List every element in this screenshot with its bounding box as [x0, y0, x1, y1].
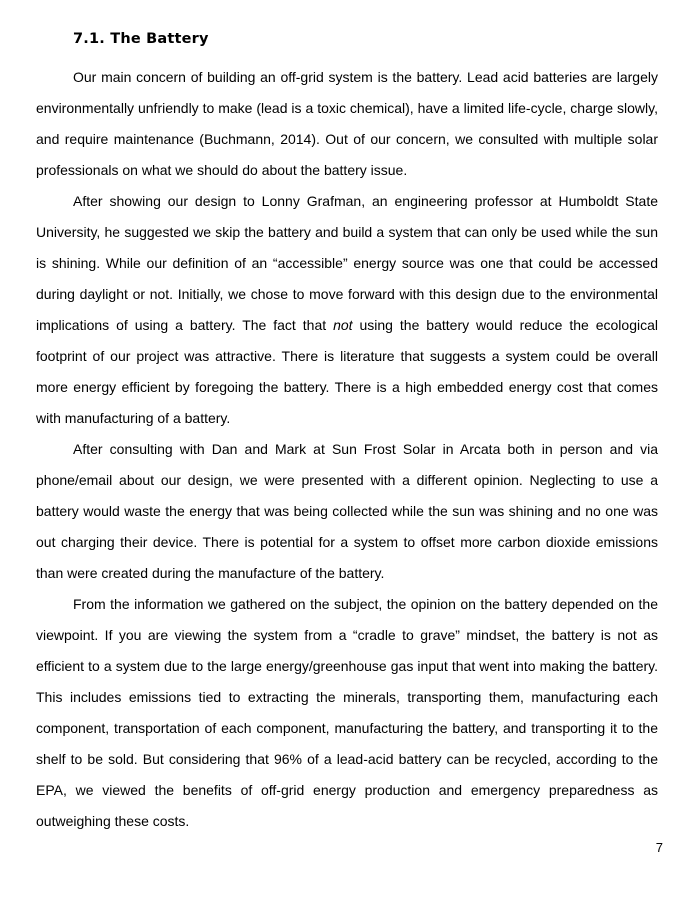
paragraph-text-continued: using the battery would reduce the ecological footprint of our project was attractive. There is literature that suggests a system could be overall more energy efficient by foregoing the battery. There is a high embedded energy cost that comes with manufacturing of a battery.	[36, 317, 659, 426]
section-body	[36, 62, 658, 837]
paragraph-grafman-advice	[36, 186, 658, 434]
paragraph-sun-frost-opinion	[36, 434, 658, 589]
paragraph-text: After showing our design to Lonny Grafman, an engineering professor at Humboldt State University, he suggested we skip the battery and build a system that can only be used while the sun is shining. While our definition of an “accessible” energy source was one that could be accessed during daylight or not. Initially, we chose to move forward with this design due to the environmental implications of using a battery. The fact that	[36, 193, 658, 333]
page-number: 7	[655, 840, 663, 855]
paragraph-conclusion	[36, 589, 658, 837]
paragraph-battery-concern	[36, 62, 658, 186]
emphasis-not: not	[333, 317, 353, 333]
paragraph-text: After consulting with Dan and Mark at Sun Frost Solar in Arcata both in person and via phone/email about our design, we were presented with a different opinion. Neglecting to use a battery would waste the energy that was being collected while the sun was shining and no one was out charging their device. There is potential for a system to offset more carbon dioxide emissions than were created during the manufacture of the battery.	[36, 441, 658, 581]
paragraph-text: From the information we gathered on the subject, the opinion on the battery depended on the viewpoint. If you are viewing the system from a “cradle to grave” mindset, the battery is not as efficient to a system due to the large energy/greenhouse gas input that went into making the battery. This includes emissions tied to extracting the minerals, transporting them, manufacturing each component, transportation of each component, manufacturing the battery, and transporting it to the shelf to be sold. But considering that 96% of a lead-acid battery can be recycled, according to the EPA, we viewed the benefits of off-grid energy production and emergency preparedness as outweighing these costs.	[36, 596, 658, 829]
paragraph-text: Our main concern of building an off-grid system is the battery. Lead acid batteries are largely environmentally unfriendly to make (lead is a toxic chemical), have a limited life-cycle, charge slowly, and require maintenance (Buchmann, 2014). Out of our concern, we consulted with multiple solar professionals on what we should do about the battery issue.	[36, 69, 658, 178]
section-heading: 7.1. The Battery	[73, 31, 209, 47]
